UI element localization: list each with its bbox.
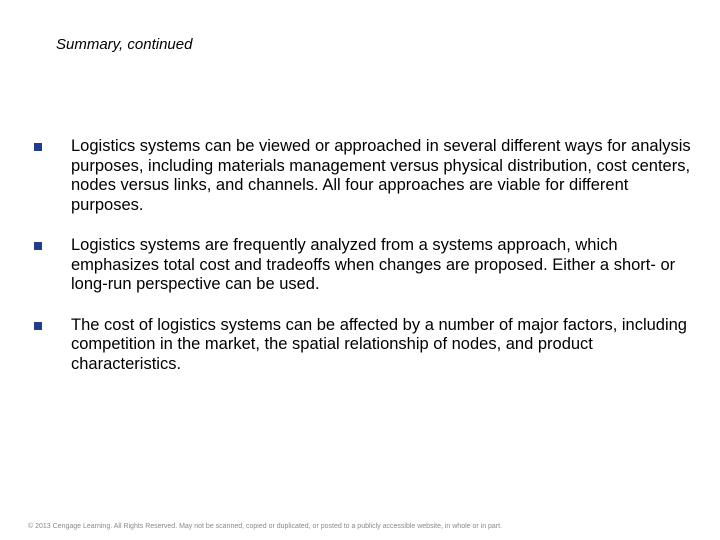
square-bullet-icon (34, 242, 42, 250)
bullet-text: The cost of logistics systems can be affected by a number of major factors, including competition in the market, the spatial relationship of nodes, and product characteristics. (71, 315, 687, 373)
bullet-text: Logistics systems can be viewed or approached in several different ways for analysis purposes, including materials management versus physical distribution, cost centers, nodes versus links, and channels. All four approaches are viable for different purposes. (71, 137, 691, 214)
bullet-item (34, 137, 694, 215)
bullet-list (34, 137, 694, 395)
slide-title: Summary, continued (56, 36, 193, 53)
bullet-text: Logistics systems are frequently analyzed from a systems approach, which emphasizes total cost and tradeoffs when changes are proposed. Either a short- or long-run perspective can be used. (71, 236, 676, 293)
bullet-item (34, 316, 694, 375)
square-bullet-icon (34, 143, 42, 151)
square-bullet-icon (34, 322, 42, 330)
copyright-footer: © 2013 Cengage Learning. All Rights Reserved. May not be scanned, copied or duplicated, or posted to a publicly accessible website, in whole or in part. (28, 523, 503, 530)
bullet-item (34, 236, 694, 295)
